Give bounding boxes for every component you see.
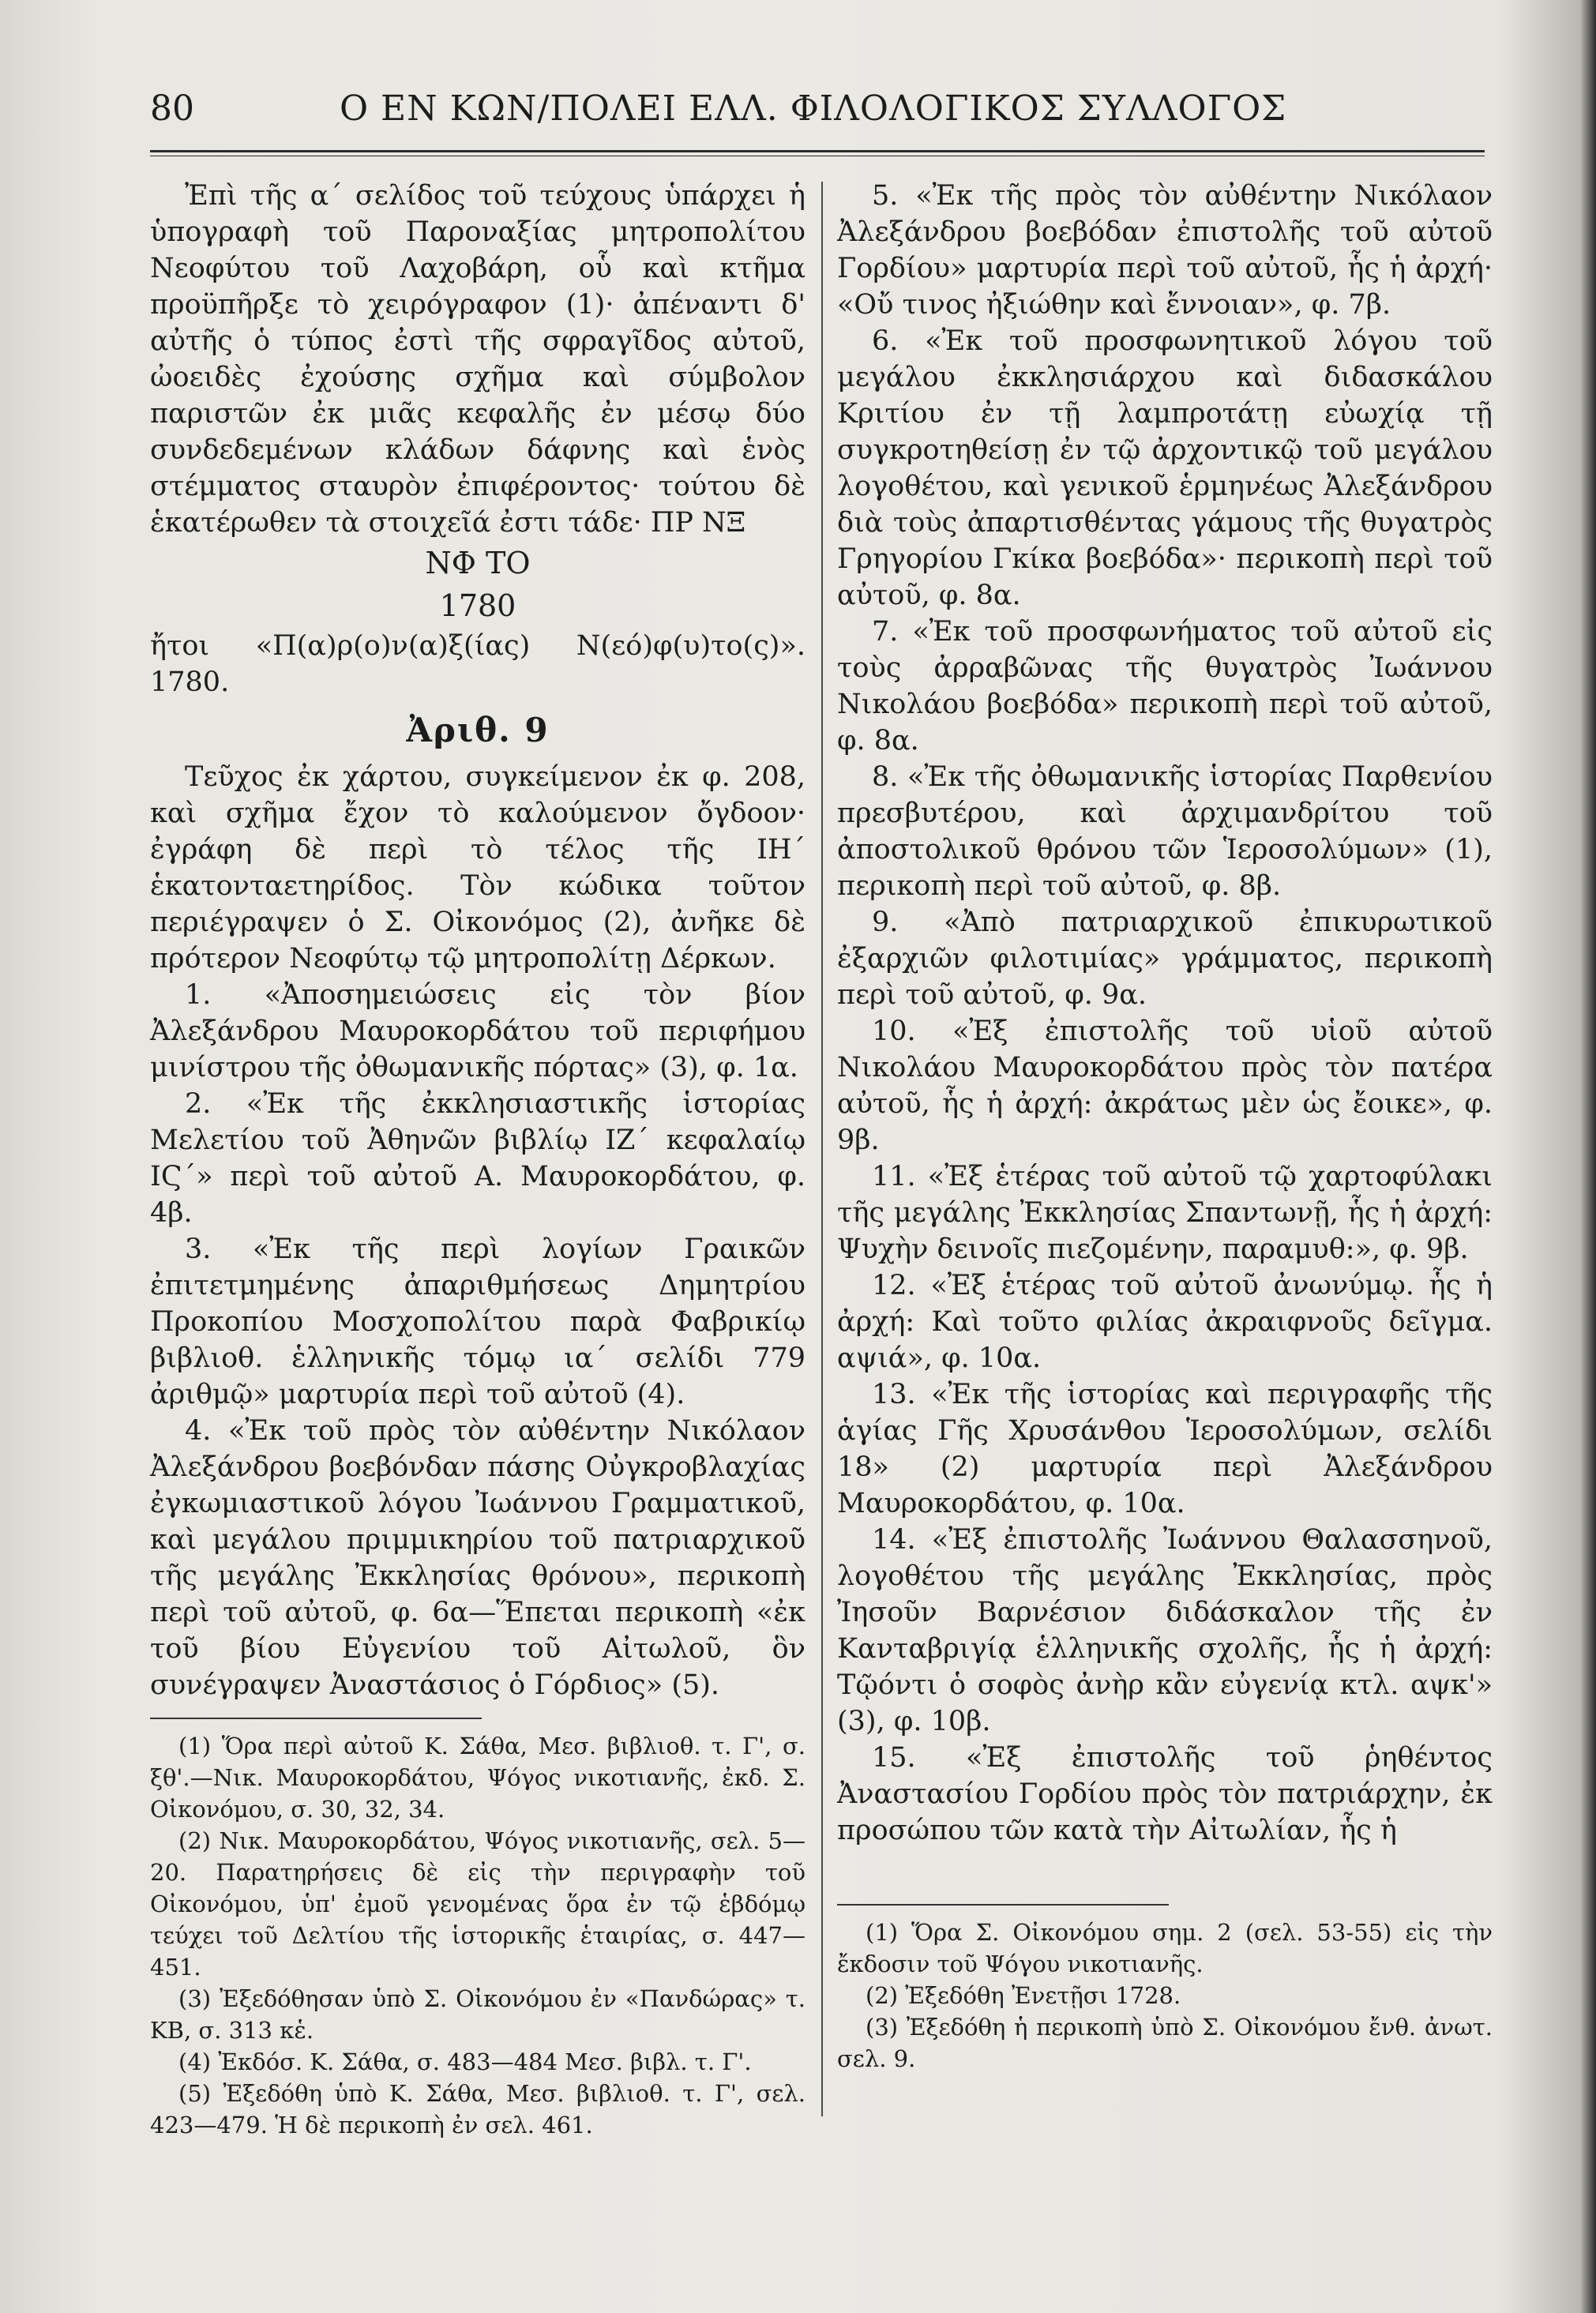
article-heading: Ἀριθ. 9 [406,711,550,749]
header-rule [150,150,1485,152]
footnote: (1) Ὅρα περὶ αὐτοῦ Κ. Σάθα, Μεσ. βιβλιοθ. τ. Γ', σ. ξθ'.—Νικ. Μαυροκορδάτου, Ψόγος νικοτιανῆς, ἐκδ. Σ. Οἰκονόμου, σ. 30, 32, 34. [150,1733,806,1823]
footnote-rule [150,1718,482,1719]
column-divider [821,182,823,2116]
right-column [837,178,1493,2075]
seal-expansion: ἤτοι «Π(α)ρ(ο)ν(α)ξ(ίας) Ν(εό)φ(υ)το(ς)». 1780. [150,630,806,698]
list-item: 8. «Ἐκ τῆς ὀθωμανικῆς ἱστορίας Παρθενίου πρεσβυτέρου, καὶ ἀρχιμανδρίτου τοῦ ἀποστολικοῦ θρόνου τῶν Ἱεροσολύμων» (1), περικοπὴ περὶ τοῦ αὐτοῦ, φ. 8β. [837,761,1493,902]
footnote-rule [837,1904,1169,1906]
footnotes-right [837,1917,1493,2075]
footnote: (1) Ὅρα Σ. Οἰκονόμου σημ. 2 (σελ. 53-55) εἰς τὴν ἔκδοσιν τοῦ Ψόγου νικοτιανῆς. [837,1919,1493,1977]
list-item: 9. «Ἀπὸ πατριαρχικοῦ ἐπικυρωτικοῦ ἐξαρχιῶν φιλοτιμίας» γράμματος, περικοπὴ περὶ τοῦ αὐτοῦ, φ. 9α. [837,907,1493,1011]
list-item: 3. «Ἐκ τῆς περὶ λογίων Γραικῶν ἐπιτετμημένης ἀπαριθμήσεως Δημητρίου Προκοπίου Μοσχοπολίτου παρὰ Φαβρικίῳ βιβλιοθ. ἑλληνικῆς τόμῳ ια΄ σελίδι 779 ἀριθμῷ» μαρτυρία περὶ τοῦ αὐτοῦ (4). [150,1233,806,1410]
list-item: 2. «Ἐκ τῆς ἐκκλησιαστικῆς ἱστορίας Μελετίου τοῦ Ἀθηνῶν βιβλίῳ ΙΖ΄ κεφαλαίῳ ΙϚ΄» περὶ τοῦ αὐτοῦ Α. Μαυροκορδάτου, φ. 4β. [150,1088,806,1229]
list-item: 1. «Ἀποσημειώσεις εἰς τὸν βίον Ἀλεξάνδρου Μαυροκορδάτου τοῦ περιφήμου μινίστρου τῆς ὀθωμανικῆς πόρτας» (3), φ. 1α. [150,979,806,1083]
list-item: 5. «Ἐκ τῆς πρὸς τὸν αὐθέντην Νικόλαον Ἀλεξάνδρου βοεβόδαν ἐπιστολῆς τοῦ αὐτοῦ Γορδίου» μαρτυρία περὶ τοῦ αὐτοῦ, ἧς ἡ ἀρχή· «Οὔ τινος ἠξιώθην καὶ ἔννοιαν», φ. 7β. [837,180,1493,321]
list-item: 12. «Ἐξ ἑτέρας τοῦ αὐτοῦ ἀνωνύμῳ. ἧς ἡ ἀρχή: Καὶ τοῦτο φιλίας ἀκραιφνοῦς δεῖγμα. αψιά», φ. 10α. [837,1270,1493,1374]
left-column [150,178,806,2141]
list-item: 4. «Ἐκ τοῦ πρὸς τὸν αὐθέντην Νικόλαον Ἀλεξάνδρου βοεβόνδαν πάσης Οὐγκροβλαχίας ἐγκωμιαστικοῦ λόγου Ἰωάννου Γραμματικοῦ, καὶ μεγάλου πριμμικηρίου τοῦ πατριαρχικοῦ τῆς μεγάλης Ἐκκλησίας θρόνου», περικοπὴ περὶ τοῦ αὐτοῦ, φ. 6α—Ἕπεται περικοπὴ «ἐκ τοῦ βίου Εὐγενίου τοῦ Αἰτωλοῦ, ὃν συνέγραψεν Ἀναστάσιος ὁ Γόρδιος» (5). [150,1415,806,1701]
seal-line-2: ΝΦ ΤΟ [425,546,531,580]
footnote: (5) Ἐξεδόθη ὑπὸ Κ. Σάθα, Μεσ. βιβλιοθ. τ. Γ', σελ. 423—479. Ἡ δὲ περικοπὴ ἐν σελ. 461. [150,2080,806,2138]
list-item: 6. «Ἐκ τοῦ προσφωνητικοῦ λόγου τοῦ μεγάλου ἐκκλησιάρχου καὶ διδασκάλου Κριτίου ἐν τῇ λαμπροτάτῃ εὐωχίᾳ τῇ συγκροτηθείσῃ ἐν τῷ ἀρχοντικῷ τοῦ μεγάλου λογοθέτου, καὶ γενικοῦ ἑρμηνέως Ἀλεξάνδρου διὰ τοὺς ἀπαρτισθέντας γάμους τῆς θυγατρὸς Γρηγορίου Γκίκα βοεβόδα»· περικοπὴ περὶ τοῦ αὐτοῦ, φ. 8α. [837,325,1493,611]
list-item: 13. «Ἐκ τῆς ἱστορίας καὶ περιγραφῆς τῆς ἁγίας Γῆς Χρυσάνθου Ἱεροσολύμων, σελίδι 18» (2) μαρτυρία περὶ Ἀλεξάνδρου Μαυροκορδάτου, φ. 10α. [837,1379,1493,1519]
footnote: (4) Ἐκδόσ. Κ. Σάθα, σ. 483—484 Μεσ. βιβλ. τ. Γ'. [178,2048,752,2075]
intro-paragraph: Ἐπὶ τῆς α΄ σελίδος τοῦ τεύχους ὑπάρχει ἡ ὑπογραφὴ τοῦ Παροναξίας μητροπολίτου Νεοφύτου τοῦ Λαχοβάρη, οὗ καὶ κτῆμα προϋπῆρξε τὸ χειρόγραφον (1)· ἀπέναντι δ' αὐτῆς ὁ τύπος ἐστὶ τῆς σφραγῖδος αὐτοῦ, ὠοειδὲς ἐχούσης σχῆμα καὶ σύμβολον παριστῶν ἐκ μιᾶς κεφαλῆς ἐν μέσῳ δύο συνδεδεμένων κλάδων δάφνης καὶ ἑνὸς στέμματος σταυρὸν ἐπιφέροντος· τούτου δὲ ἑκατέρωθεν τὰ στοιχεῖά ἐστι τάδε· ΠΡ ΝΞ [150,180,806,539]
list-item: 14. «Ἐξ ἐπιστολῆς Ἰωάννου Θαλασσηνοῦ, λογοθέτου τῆς μεγάλης Ἐκκλησίας, πρὸς Ἰησοῦν Βαρνέσιον διδάσκαλον τῆς ἐν Κανταβριγίᾳ ἑλληνικῆς σχολῆς, ἧς ἡ ἀρχή: Τῷόντι ὁ σοφὸς ἀνὴρ κἂν εὐγενίᾳ κτλ. αψκ'» (3), φ. 10β. [837,1524,1493,1737]
list-item: 15. «Ἐξ ἐπιστολῆς τοῦ ῥηθέντος Ἀναστασίου Γορδίου πρὸς τὸν πατριάρχην, ἐκ προσώπου τῶν κατὰ τὴν Αἰτωλίαν, ἧς ἡ [837,1742,1493,1846]
page-header [150,88,1477,136]
footnote: (3) Ἐξεδόθη ἡ περικοπὴ ὑπὸ Σ. Οἰκονόμου ἔνθ. ἀνωτ. σελ. 9. [837,2014,1493,2072]
running-title: Ο ΕΝ ΚΩΝ/ΠΟΛΕΙ ΕΛΛ. ΦΙΛΟΛΟΓΙΚΟΣ ΣΥΛΛΟΓΟΣ [340,88,1287,129]
manuscript-description: Τεῦχος ἐκ χάρτου, συγκείμενον ἐκ φ. 208, καὶ σχῆμα ἔχον τὸ καλούμενον ὄγδοον· ἐγράφη δὲ περὶ τὸ τέλος τῆς ΙΗ΄ ἑκατονταετηρίδος. Τὸν κώδικα τοῦτον περιέγραψεν ὁ Σ. Οἰκονόμος (2), ἀνῆκε δὲ πρότερον Νεοφύτῳ τῷ μητροπολίτῃ Δέρκων. [150,761,806,974]
list-item: 7. «Ἐκ τοῦ προσφωνήματος τοῦ αὐτοῦ εἰς τοὺς ἀρραβῶνας τῆς θυγατρὸς Ἰωάννου Νικολάου βοεβόδα» περικοπὴ περὶ τοῦ αὐτοῦ, φ. 8α. [837,616,1493,757]
list-item: 10. «Ἐξ ἐπιστολῆς τοῦ υἱοῦ αὐτοῦ Νικολάου Μαυροκορδάτου πρὸς τὸν πατέρα αὐτοῦ, ἧς ἡ ἀρχή: ἀκράτως μὲν ὡς ἔοικε», φ. 9β. [837,1016,1493,1156]
seal-line-3: 1780 [439,588,516,623]
footnote: (2) Ἐξεδόθη Ἐνετῇσι 1728. [866,1982,1181,2009]
footnote: (3) Ἐξεδόθησαν ὑπὸ Σ. Οἰκονόμου ἐν «Πανδώρας» τ. ΚΒ, σ. 313 κἑ. [150,1985,806,2044]
footnotes-left [150,1730,806,2141]
page-number: 80 [150,88,194,129]
footnote: (2) Νικ. Μαυροκορδάτου, Ψόγος νικοτιανῆς, σελ. 5—20. Παρατηρήσεις δὲ εἰς τὴν περιγραφὴν τοῦ Οἰκονόμου, ὑπ' ἐμοῦ γενομένας ὅρα ἐν τῷ ἑβδόμῳ τεύχει τοῦ Δελτίου τῆς ἱστορικῆς ἑταιρίας, σ. 447—451. [150,1827,806,1981]
list-item: 11. «Ἐξ ἑτέρας τοῦ αὐτοῦ τῷ χαρτοφύλακι τῆς μεγάλης Ἐκκλησίας Σπαντωνῇ, ἧς ἡ ἀρχή: Ψυχὴν δεινοῖς πιεζομένην, παραμυθ:», φ. 9β. [837,1161,1493,1265]
